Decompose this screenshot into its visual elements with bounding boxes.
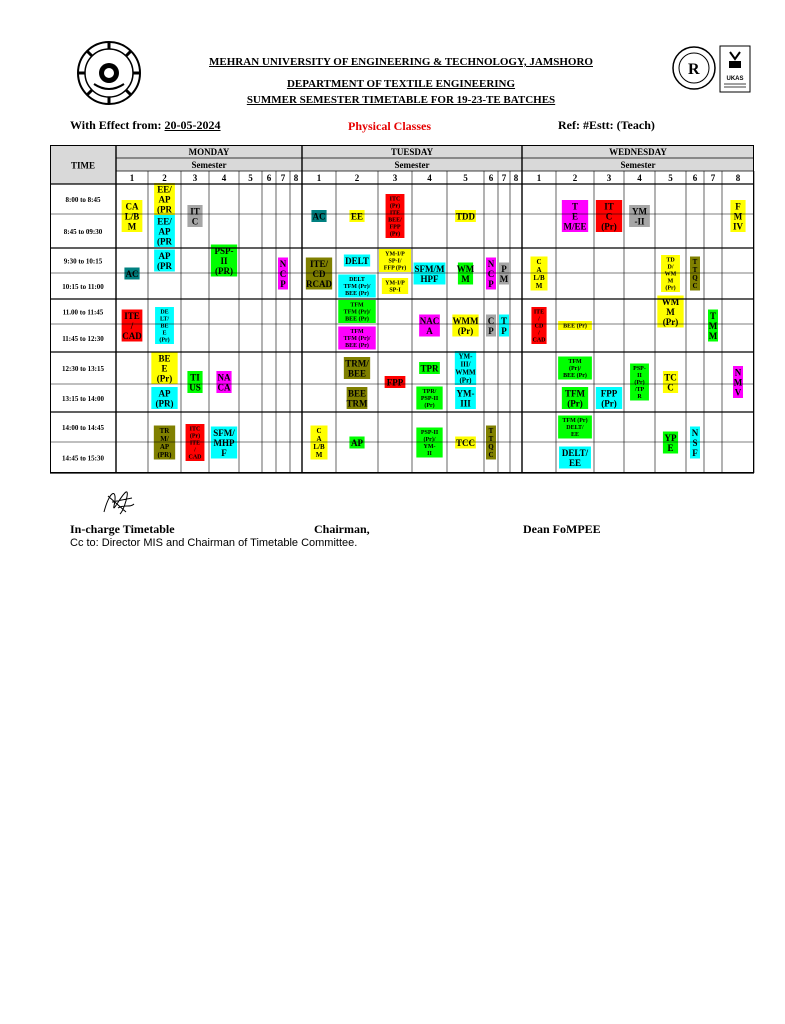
university-title: MEHRAN UNIVERSITY OF ENGINEERING & TECHNOLOGY, JAMSHORO xyxy=(209,56,593,68)
class-label: T xyxy=(709,311,717,321)
class-label: YM- xyxy=(458,352,473,361)
class-label: LT/ xyxy=(159,316,170,323)
class-label: DELT/ xyxy=(561,448,589,458)
class-label: EE xyxy=(568,458,582,468)
class-label: BEE (Pr) xyxy=(345,316,369,323)
class-label: T xyxy=(692,266,698,274)
class-label: (Pr) xyxy=(601,221,617,232)
class-label: (Pr) xyxy=(662,317,679,327)
class-label: M/EE xyxy=(563,221,587,232)
class-label: EE/ xyxy=(157,216,172,227)
semester-number: 8 xyxy=(513,173,519,183)
class-label: YM-I/P xyxy=(385,251,405,258)
semester-number: 8 xyxy=(735,173,741,183)
class-label: TFM (Pr)/ xyxy=(343,284,371,290)
class-label: (PR) xyxy=(215,266,233,276)
class-label: WM xyxy=(661,297,680,307)
class-label: (PR) xyxy=(157,451,172,459)
class-label: (Pr) xyxy=(665,285,676,292)
class-label: YM xyxy=(632,206,647,217)
class-label: A xyxy=(426,326,433,336)
class-label: AP xyxy=(158,194,171,205)
class-label: WMM xyxy=(455,368,476,377)
time-slot: 10:15 to 11:00 xyxy=(62,283,104,291)
semester-number: 3 xyxy=(392,173,398,183)
semester-number: 1 xyxy=(129,173,135,183)
class-label: C xyxy=(667,382,674,393)
class-label: (Pr) xyxy=(634,380,645,386)
class-label: S xyxy=(692,438,698,448)
class-label: TPR/ xyxy=(422,389,437,395)
semester-number: 1 xyxy=(316,173,322,183)
class-label: BE xyxy=(158,353,171,364)
class-label: (PR xyxy=(157,261,172,271)
class-label: TFM (Pr)/ xyxy=(343,336,371,342)
class-label: P xyxy=(501,326,507,336)
semester-label: Semester xyxy=(191,160,227,170)
time-slot: 14:45 to 15:30 xyxy=(62,454,104,463)
class-label: TFM xyxy=(568,359,582,365)
class-label: P xyxy=(488,279,494,289)
class-label: NAC xyxy=(419,316,440,326)
class-label: PSP- xyxy=(214,246,234,256)
class-label: IT xyxy=(604,201,614,212)
class-label: PSP-II xyxy=(420,396,439,402)
timetable-title: SUMMER SEMESTER TIMETABLE FOR 19-23-TE BATCHES xyxy=(246,94,556,106)
class-label: C xyxy=(191,216,199,227)
chairman-label: Chairman, xyxy=(314,522,370,536)
class-label: P xyxy=(488,326,494,336)
class-label: WMM xyxy=(452,316,479,326)
class-label: YM-I/P xyxy=(385,280,405,287)
reference: Ref: #Estt: (Teach) xyxy=(558,118,655,132)
class-label: N xyxy=(487,259,495,269)
class-label: M xyxy=(708,321,718,331)
class-label: M xyxy=(667,278,674,285)
class-label: (Pr) xyxy=(459,376,472,385)
class-label: SFM/ xyxy=(213,428,235,438)
class-label: M xyxy=(535,282,543,290)
class-label: DELT/ xyxy=(566,425,584,431)
class-label: ITE/ xyxy=(309,259,329,269)
semester-number: 2 xyxy=(162,173,167,183)
class-label: FPP xyxy=(386,377,404,388)
class-label: (Pr) xyxy=(189,433,201,440)
class-label: SFM/M xyxy=(414,264,445,274)
semester-number: 3 xyxy=(192,173,198,183)
class-label: V xyxy=(734,387,742,398)
effect-from xyxy=(70,118,221,133)
class-label: L/B xyxy=(313,443,325,451)
ukas-text: UKAS xyxy=(726,76,744,82)
class-label: III xyxy=(460,398,471,409)
class-label: ITC xyxy=(189,426,201,433)
timetable-grid xyxy=(50,145,744,477)
class-label: F xyxy=(735,201,741,212)
class-label: E xyxy=(667,443,674,453)
day-header: WEDNESDAY xyxy=(609,147,667,157)
class-label: YP xyxy=(664,433,677,443)
class-label: FFP (Pr) xyxy=(383,265,407,272)
class-label: PSP- xyxy=(633,366,646,372)
time-slot: 11.00 to 11:45 xyxy=(62,308,104,317)
class-label: HPF xyxy=(420,274,439,284)
semester-label: Semester xyxy=(620,160,656,170)
semester-number: 4 xyxy=(427,173,432,183)
semester-number: 6 xyxy=(692,173,698,183)
class-label: TDD xyxy=(455,211,476,222)
class-label: II xyxy=(220,256,228,266)
time-slot: 12:30 to 13:15 xyxy=(62,365,104,373)
class-label: D/ xyxy=(667,264,674,271)
department-title: DEPARTMENT OF TEXTILE ENGINEERING xyxy=(286,78,516,90)
class-label: E xyxy=(162,330,167,337)
class-label: CAD xyxy=(188,454,202,461)
class-label: FPP xyxy=(389,224,401,231)
class-label: / xyxy=(538,330,540,337)
class-label: C xyxy=(279,269,287,279)
class-label: E xyxy=(161,363,168,374)
class-label: C xyxy=(605,211,613,222)
class-label: (Pr) xyxy=(424,403,435,409)
class-label: / xyxy=(538,316,540,323)
class-label: AC xyxy=(125,269,139,279)
class-label: M xyxy=(666,307,675,317)
semester-number: 4 xyxy=(221,173,227,183)
class-label: T xyxy=(488,435,494,443)
class-label: YM- xyxy=(423,444,436,450)
class-label: AP xyxy=(158,388,171,399)
class-label: A xyxy=(316,435,322,443)
class-label: (PR xyxy=(157,236,172,247)
class-label: BEE xyxy=(347,388,367,399)
class-label: /TP xyxy=(634,387,645,393)
class-label: TR xyxy=(159,427,170,435)
class-label: CD xyxy=(534,323,544,330)
time-slot: 14:00 to 14:45 xyxy=(62,424,104,432)
class-label: II xyxy=(637,373,642,379)
class-label: DELT xyxy=(349,277,365,283)
class-label: M/ xyxy=(160,435,169,443)
class-label: SP-I xyxy=(389,287,401,294)
class-label: AP xyxy=(158,226,171,237)
semester-number: 8 xyxy=(293,173,299,183)
class-label: RCAD xyxy=(306,279,332,289)
class-label: ITE xyxy=(389,210,401,217)
class-label: DE xyxy=(160,309,169,316)
semester-number: 3 xyxy=(606,173,612,183)
class-label: C xyxy=(316,427,322,435)
class-label: BEE (Pr) xyxy=(563,323,587,330)
effect-label: With Effect from: xyxy=(70,118,165,132)
class-label: -II xyxy=(634,216,645,227)
class-label: FPP xyxy=(600,388,618,399)
class-label: TFM xyxy=(565,388,585,399)
class-label: ITE xyxy=(124,311,140,321)
class-label: YM- xyxy=(456,388,475,399)
class-label: TCC xyxy=(455,438,476,448)
semester-number: 7 xyxy=(501,173,507,183)
class-label: T xyxy=(692,258,698,266)
class-label: TFM (Pr)/ xyxy=(343,309,371,316)
semester-number: 7 xyxy=(710,173,716,183)
class-label: N xyxy=(691,428,699,438)
class-label: CAD xyxy=(532,337,546,344)
class-label: M xyxy=(733,377,743,388)
class-label: A xyxy=(536,266,542,274)
day-header: MONDAY xyxy=(188,147,230,157)
class-label: (Pr) xyxy=(159,337,170,344)
semester-number: 2 xyxy=(572,173,578,183)
class-label: TD xyxy=(666,257,675,264)
class-label: DELT xyxy=(345,256,369,266)
class-label: MHP xyxy=(213,438,235,448)
class-label: CD xyxy=(312,269,326,279)
class-label: TC xyxy=(664,372,677,383)
semester-label: Semester xyxy=(394,160,430,170)
class-label: C xyxy=(487,316,495,326)
class-label: IV xyxy=(732,221,744,232)
class-label: ITC xyxy=(389,196,401,203)
class-label: M xyxy=(461,274,470,284)
class-label: ITE xyxy=(533,309,545,316)
effect-date: 20-05-2024 xyxy=(164,118,221,132)
class-label: BE xyxy=(160,323,169,330)
semester-number: 5 xyxy=(668,173,673,183)
class-label: SP-I/ xyxy=(388,258,402,265)
day-header: TUESDAY xyxy=(390,147,434,157)
class-label: TFM xyxy=(350,302,364,309)
class-label: CA xyxy=(125,201,139,212)
class-label: BEE xyxy=(347,368,367,379)
class-label: EE xyxy=(350,211,364,222)
semester-number: 2 xyxy=(354,173,360,183)
class-label: (Pr) xyxy=(567,398,583,409)
class-label: (Pr) xyxy=(457,326,474,336)
class-label: NA xyxy=(217,372,231,383)
class-label: Q xyxy=(692,274,698,282)
class-label: Q xyxy=(488,443,494,451)
semester-number: 6 xyxy=(266,173,272,183)
class-label: T xyxy=(488,427,494,435)
class-label: / xyxy=(130,321,134,331)
class-label: M xyxy=(315,451,323,459)
class-label: C xyxy=(488,451,494,459)
class-label: AP xyxy=(159,443,170,451)
semester-number: 6 xyxy=(488,173,494,183)
class-label: III/ xyxy=(460,360,471,369)
time-slot: 8:00 to 8:45 xyxy=(65,196,101,204)
class-label: AP xyxy=(351,438,363,448)
class-label: TPR xyxy=(420,363,439,374)
class-label: TRM/ xyxy=(345,358,369,369)
semester-number: 5 xyxy=(463,173,468,183)
class-label: T xyxy=(571,201,579,212)
class-label: TFM (Pr) xyxy=(562,418,588,424)
class-mode: Physical Classes xyxy=(348,119,432,133)
class-label: (Pr)/ xyxy=(569,366,581,372)
dean-label: Dean FoMPEE xyxy=(523,522,601,536)
time-slot: 11:45 to 12:30 xyxy=(62,335,104,343)
class-label: N xyxy=(279,259,287,269)
class-label: TFM xyxy=(350,329,364,335)
class-label: EE xyxy=(570,432,580,438)
signature xyxy=(100,484,138,520)
cc-line: Cc to: Director MIS and Chairman of Timetable Committee. xyxy=(70,537,358,549)
time-header: TIME xyxy=(70,160,96,171)
svg-text:R: R xyxy=(688,61,700,78)
class-label: L/B xyxy=(533,274,545,282)
class-label: (Pr)/ xyxy=(423,437,436,443)
class-label: CA xyxy=(217,382,231,393)
class-label: US xyxy=(189,382,201,393)
class-label: AC xyxy=(312,211,326,222)
class-label: TRM xyxy=(346,398,368,409)
time-slot: 13:15 to 14:00 xyxy=(62,395,104,403)
class-label: M xyxy=(733,211,743,222)
class-label: T xyxy=(500,316,508,326)
class-label: (Pr) xyxy=(389,203,401,210)
semester-number: 5 xyxy=(248,173,253,183)
class-label: C xyxy=(692,282,698,290)
class-label: (PR) xyxy=(155,398,174,409)
class-label: F xyxy=(692,448,698,458)
class-label: CAD xyxy=(122,331,142,341)
class-label: WM xyxy=(664,271,677,278)
class-label: IT xyxy=(190,206,200,217)
class-label: WM xyxy=(456,264,475,274)
class-label: C xyxy=(487,269,495,279)
time-slot: 9:30 to 10:15 xyxy=(63,257,103,266)
class-label: BEE (Pr) xyxy=(563,373,587,379)
incharge-label: In-charge Timetable xyxy=(70,522,175,536)
class-label: P xyxy=(501,264,507,274)
class-label: (Pr) xyxy=(601,398,617,409)
class-label: P xyxy=(280,279,286,289)
class-label: L/B xyxy=(124,211,140,222)
class-label: / xyxy=(194,447,196,454)
class-label: C xyxy=(536,258,542,266)
class-label: (Pr) xyxy=(156,373,173,384)
class-label: M xyxy=(499,274,509,284)
class-label: AP xyxy=(158,251,171,261)
class-label: N xyxy=(734,367,742,378)
class-label: R xyxy=(637,394,642,400)
class-label: TI xyxy=(190,372,200,383)
class-label: (PR xyxy=(157,204,172,215)
class-label: F xyxy=(221,448,227,458)
class-label: M xyxy=(708,331,718,341)
class-label: EE/ xyxy=(157,184,172,195)
class-label: E xyxy=(571,211,579,222)
time-slot: 8:45 to 09:30 xyxy=(63,228,103,236)
class-label: BEE/ xyxy=(388,217,402,224)
class-label: (Pr) xyxy=(389,231,401,238)
class-label: BEE (Pr) xyxy=(345,343,369,349)
class-label: ITE xyxy=(189,440,201,447)
class-label: II xyxy=(427,451,432,457)
semester-number: 4 xyxy=(637,173,642,183)
semester-number: 1 xyxy=(536,173,542,183)
class-label: M xyxy=(127,221,137,232)
class-label: BEE (Pr) xyxy=(345,291,369,297)
semester-number: 7 xyxy=(280,173,286,183)
class-label: PSP-II xyxy=(420,430,439,436)
